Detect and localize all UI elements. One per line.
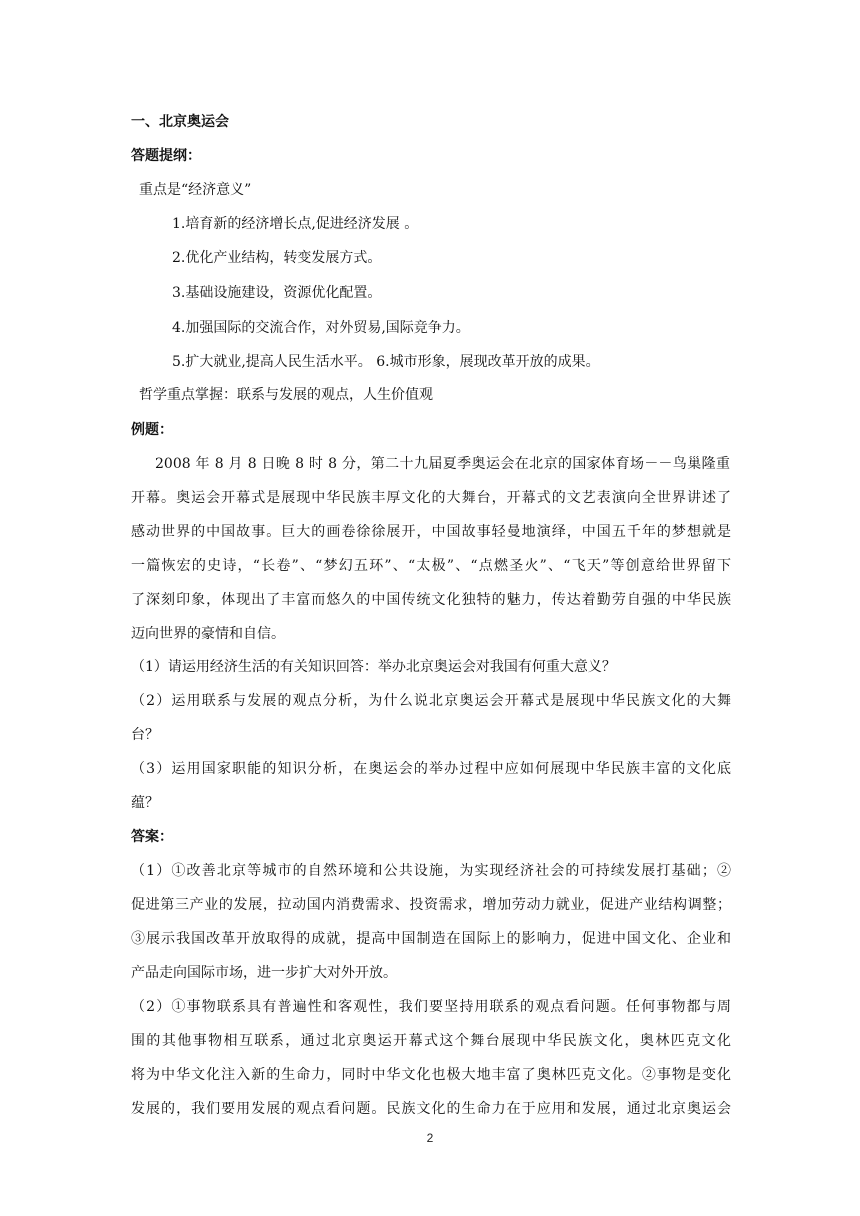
section-title: 一、北京奥运会	[131, 114, 229, 130]
answer-line: （2）①事物联系具有普遍性和客观性，我们要坚持用联系的观点看问题。任何事物都与周	[131, 999, 731, 1015]
question-line: 台？	[131, 727, 159, 743]
answer-line: 促进第三产业的发展，拉动国内消费需求、投资需求，增加劳动力就业，促进产业结构调整；	[131, 897, 731, 913]
question-line: （2）运用联系与发展的观点分析，为什么说北京奥运会开幕式是展现中华民族文化的大舞	[131, 693, 731, 709]
example-heading: 例题：	[131, 422, 173, 438]
example-paragraph-line: 一篇恢宏的史诗，“长卷”、“梦幻五环”、“太极”、“点燃圣火”、“飞天”等创意给世界留下	[131, 558, 731, 574]
example-paragraph-line: 感动世界的中国故事。巨大的画卷徐徐展开，中国故事轻曼地演绎，中国五千年的梦想就是	[131, 524, 731, 540]
outline-heading: 答题提纲：	[131, 148, 201, 164]
economic-point: 1.培育新的经济增长点,促进经济发展 。	[172, 216, 419, 232]
answer-line: 发展的，我们要用发展的观点看问题。民族文化的生命力在于应用和发展，通过北京奥运会	[131, 1101, 731, 1117]
example-paragraph-line: 了深刻印象，体现出了丰富而悠久的中国传统文化独特的魅力，传达着勤劳自强的中华民族	[131, 592, 731, 608]
example-paragraph-line: 迈向世界的豪情和自信。	[131, 626, 285, 642]
economic-point: 2.优化产业结构，转变发展方式。	[172, 250, 382, 266]
answer-line: 产品走向国际市场，进一步扩大对外开放。	[131, 965, 397, 981]
answer-line: 将为中华文化注入新的生命力，同时中华文化也极大地丰富了奥林匹克文化。②事物是变化	[131, 1067, 731, 1083]
answer-line: 围的其他事物相互联系，通过北京奥运开幕式这个舞台展现中华民族文化，奥林匹克文化	[131, 1033, 731, 1049]
question-line: 蕴？	[131, 795, 159, 811]
economic-point: 5.扩大就业,提高人民生活水平。 6.城市形象，展现改革开放的成果。	[172, 354, 600, 370]
answer-heading: 答案：	[131, 829, 173, 845]
economic-focus: 重点是“经济意义”	[139, 182, 252, 198]
question-line: （3）运用国家职能的知识分析，在奥运会的举办过程中应如何展现中华民族丰富的文化底	[131, 761, 731, 777]
question-line: （1）请运用经济生活的有关知识回答：举办北京奥运会对我国有何重大意义？	[131, 659, 616, 675]
answer-line: （1）①改善北京等城市的自然环境和公共设施，为实现经济社会的可持续发展打基础；②	[131, 863, 731, 879]
philosophy-focus: 哲学重点掌握：联系与发展的观点，人生价值观	[139, 387, 433, 403]
example-paragraph-line: 2008 年 8 月 8 日晚 8 时 8 分，第二十九届夏季奥运会在北京的国家体育场－－鸟巢隆重	[155, 456, 730, 472]
page-number: 2	[426, 1131, 434, 1145]
economic-point: 4.加强国际的交流合作，对外贸易,国际竞争力。	[172, 320, 470, 336]
economic-point: 3.基础设施建设，资源优化配置。	[172, 285, 382, 301]
answer-line: ③展示我国改革开放取得的成就，提高中国制造在国际上的影响力，促进中国文化、企业和	[131, 931, 731, 947]
example-paragraph-line: 开幕。奥运会开幕式是展现中华民族丰厚文化的大舞台，开幕式的文艺表演向全世界讲述了	[131, 490, 731, 506]
